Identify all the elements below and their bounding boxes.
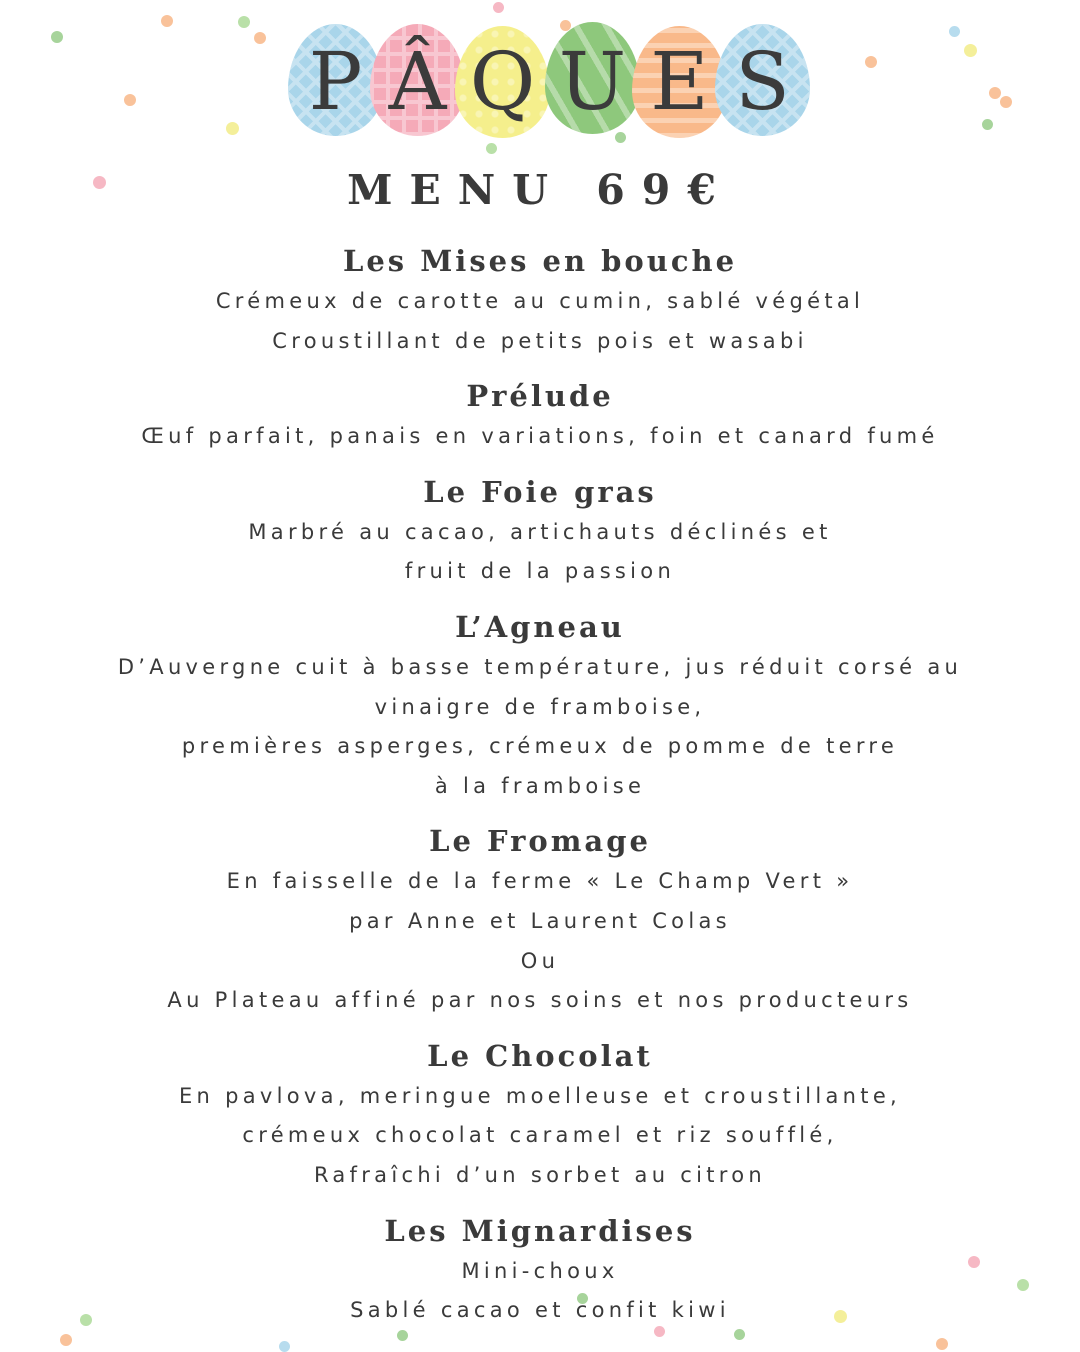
course-line: Crémeux de carotte au cumin, sablé végétal	[215, 289, 865, 313]
course-mises-en-bouche	[0, 240, 1080, 361]
title-letter: Q	[469, 35, 536, 128]
course-line: En faisselle de la ferme « Le Champ Vert »	[226, 869, 854, 894]
course-chocolat	[0, 1035, 1080, 1196]
confetti-dot-icon	[397, 1330, 408, 1341]
title-letter: Â	[388, 35, 447, 128]
course-title: Le Fromage	[429, 824, 651, 859]
confetti-dot-icon	[936, 1338, 948, 1350]
course-line: fruit de la passion	[404, 559, 676, 584]
course-prelude	[0, 375, 1080, 457]
menu-price: MENU 69€	[347, 166, 733, 214]
course-line: vinaigre de framboise,	[374, 694, 706, 719]
course-line: D’Auvergne cuit à basse température, jus réduit corsé au	[117, 654, 963, 679]
course-line: Sablé cacao et confit kiwi	[350, 1298, 730, 1323]
course-line: à la framboise	[434, 773, 646, 798]
course-title: Prélude	[466, 379, 614, 414]
easter-title-header	[0, 0, 1080, 150]
course-title: Les Mises en bouche	[342, 244, 738, 278]
course-agneau	[0, 606, 1080, 806]
course-foie-gras	[0, 471, 1080, 592]
title-letter: P	[308, 35, 363, 128]
course-line: Mini-choux	[461, 1258, 619, 1283]
course-line: Croustillant de petits pois et wasabi	[272, 328, 808, 353]
course-line: Au Plateau affiné par nos soins et nos producteurs	[167, 988, 913, 1013]
course-fromage	[0, 820, 1080, 1020]
title-letter: E	[650, 35, 709, 128]
course-line: crémeux chocolat caramel et riz soufflé,	[242, 1123, 838, 1148]
course-line: Œuf parfait, panais en variations, foin et canard fumé	[141, 424, 939, 449]
course-mignardises	[0, 1210, 1080, 1331]
course-line: Rafraîchi d’un sorbet au citron	[313, 1162, 767, 1187]
confetti-dot-icon	[60, 1334, 72, 1346]
title-letter: U	[558, 35, 627, 128]
menu-courses	[0, 240, 1080, 1331]
course-line: par Anne et Laurent Colas	[349, 908, 731, 933]
course-title: L’Agneau	[455, 609, 625, 644]
course-line: Marbré au cacao, artichauts déclinés et	[248, 519, 832, 544]
course-title: Les Mignardises	[384, 1213, 696, 1248]
course-line: Ou	[520, 948, 560, 973]
course-title: Le Chocolat	[427, 1038, 653, 1073]
course-title: Le Foie gras	[423, 474, 657, 509]
course-line: En pavlova, meringue moelleuse et croustillante,	[178, 1083, 902, 1108]
title-letter: S	[735, 35, 790, 128]
course-line: premières asperges, crémeux de pomme de terre	[181, 734, 899, 759]
